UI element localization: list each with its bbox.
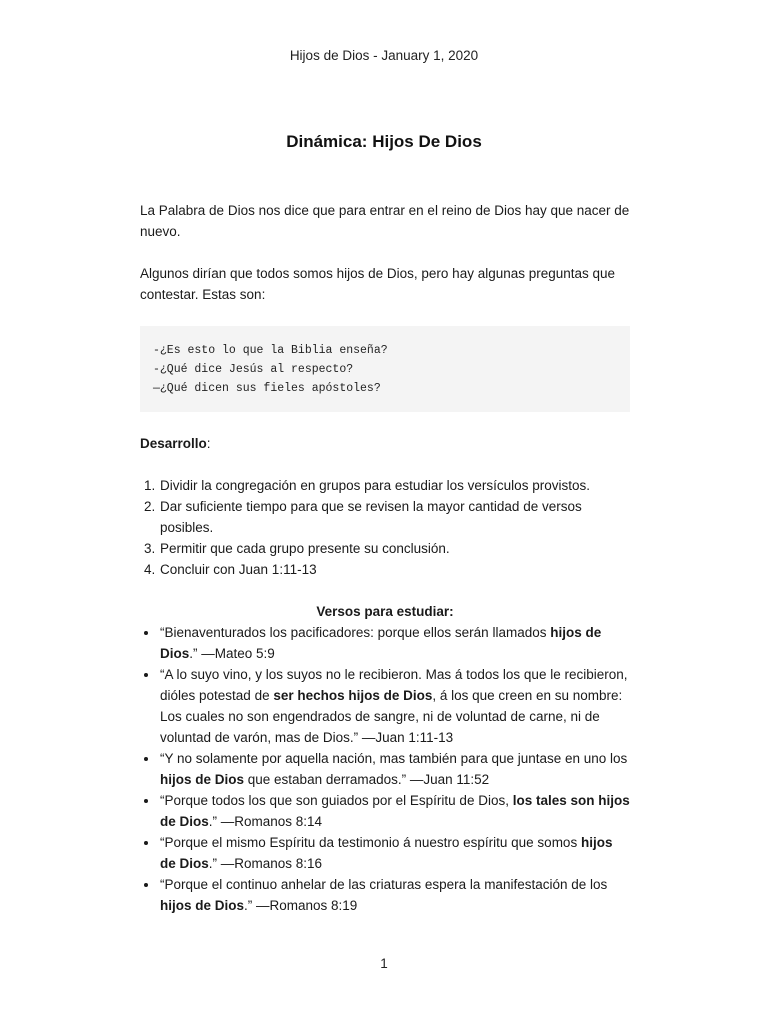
- step-item: 3. Permitir que cada grupo presente su conclusión.: [159, 538, 630, 559]
- verse-reference: .” —Romanos 8:14: [208, 814, 323, 829]
- step-item: 1. Dividir la congregación en grupos para estudiar los versículos provistos.: [159, 475, 630, 496]
- page-title: Dinámica: Hijos De Dios: [286, 132, 482, 151]
- development-heading: [140, 433, 630, 454]
- verse-text: “Porque el continuo anhelar de las criaturas espera la manifestación de los: [160, 877, 608, 892]
- question-line: —¿Qué dicen sus fieles apóstoles?: [153, 382, 381, 395]
- page-header: Hijos de Dios - January 1, 2020: [289, 48, 479, 63]
- document-body: [140, 200, 630, 916]
- verse-text: “A lo suyo vino, y los suyos no le recibieron. Mas á todos los que le recibieron, dióles potestad de: [160, 667, 628, 703]
- question-line: -¿Es esto lo que la Biblia enseña?: [153, 344, 388, 357]
- verse-emphasis: hijos de Dios: [160, 772, 245, 787]
- verse-item: [159, 664, 630, 748]
- verse-reference: que estaban derramados.” —Juan 11:52: [244, 772, 490, 787]
- verse-reference: .” —Romanos 8:16: [208, 856, 323, 871]
- verse-emphasis: hijos de Dios: [160, 625, 602, 661]
- verse-emphasis: ser hechos hijos de Dios: [273, 688, 433, 703]
- intro-paragraph: La Palabra de Dios nos dice que para entrar en el reino de Dios hay que nacer de nuevo.: [140, 203, 630, 239]
- steps-list: [140, 475, 630, 580]
- verse-text: “Porque el mismo Espíritu da testimonio á nuestro espíritu que somos: [160, 835, 581, 850]
- verse-text: “Porque todos los que son guiados por el Espíritu de Dios,: [160, 793, 513, 808]
- verse-emphasis: hijos de Dios: [160, 898, 245, 913]
- step-item: 4. Concluir con Juan 1:11-13: [159, 559, 630, 580]
- verse-text: “Y no solamente por aquella nación, mas también para que juntase en uno los: [160, 751, 628, 766]
- verses-title: Versos para estudiar:: [316, 604, 454, 619]
- page-number: 1: [380, 956, 388, 971]
- development-colon: :: [206, 436, 211, 451]
- step-item: 2. Dar suficiente tiempo para que se revisen la mayor cantidad de versos posibles.: [159, 496, 630, 538]
- verse-item: [159, 874, 630, 916]
- verse-reference: .” —Mateo 5:9: [189, 646, 275, 661]
- verse-text: “Bienaventurados los pacificadores: porque ellos serán llamados: [160, 625, 551, 640]
- question-line: -¿Qué dice Jesús al respecto?: [153, 363, 354, 376]
- questions-intro-paragraph: Algunos dirían que todos somos hijos de Dios, pero hay algunas preguntas que contestar. Estas son:: [140, 266, 616, 302]
- questions-code-block: [140, 326, 630, 412]
- development-label: Desarrollo: [140, 436, 207, 451]
- verse-item: [159, 790, 630, 832]
- verse-item: [159, 832, 630, 874]
- verse-emphasis: hijos de Dios: [160, 835, 613, 871]
- verse-reference: .” —Romanos 8:19: [244, 898, 358, 913]
- verses-list: [140, 622, 630, 916]
- verse-emphasis: los tales son hijos de Dios: [160, 793, 630, 829]
- verse-reference: , á los que creen en su nombre: Los cuales no son engendrados de sangre, ni de voluntad de carne, ni de voluntad de varón, mas de Dios.” —Juan 1:11-13: [160, 688, 623, 745]
- verse-item: [159, 622, 630, 664]
- verse-item: [159, 748, 630, 790]
